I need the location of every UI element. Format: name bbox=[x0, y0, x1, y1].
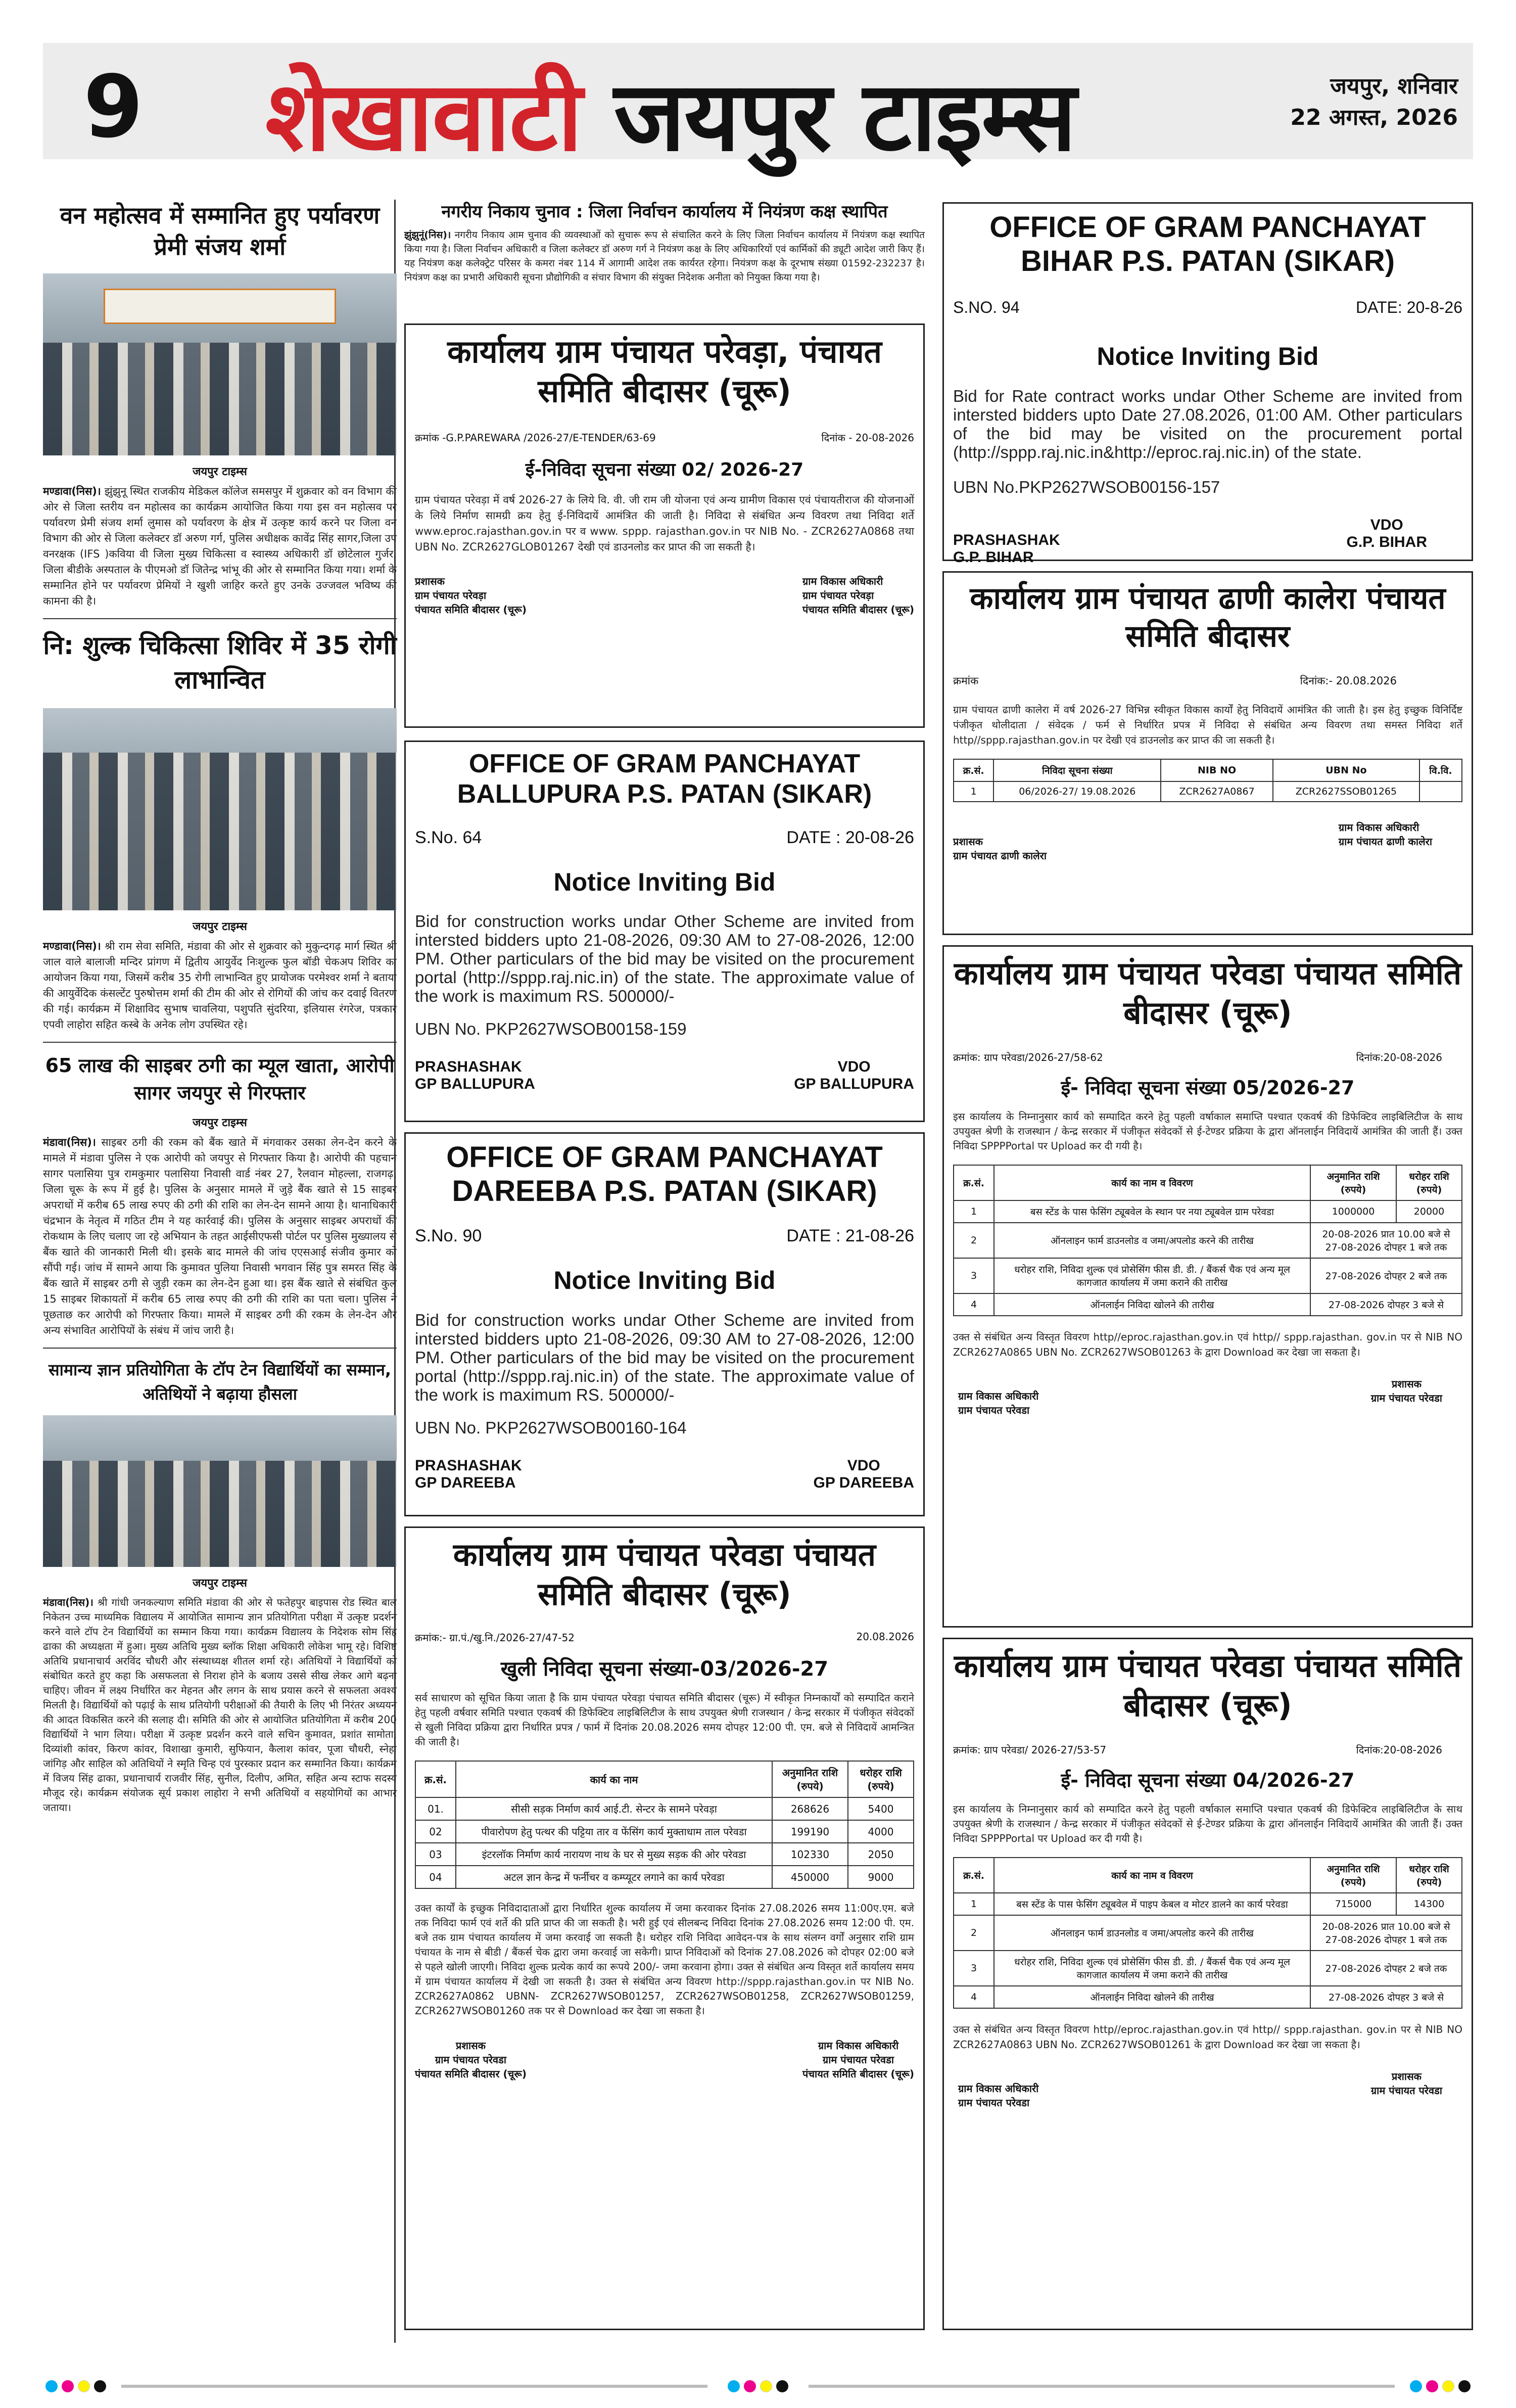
signature-line: GP BALLUPURA bbox=[415, 1076, 535, 1093]
story2-text: श्री राम सेवा समिति, मंडावा की ओर से शुक्रवार को मुकुन्दगढ़ मार्ग स्थित श्री जाल वाले बालाजी मन्दिर प्रांगण में द्वितीय आयुर्वेद निःशुल्क फुल बॉडी चेकअप शिविर का आयोजन किया गया, जिसमें करीब 35 रोगी लाभान्वित हुए प्रायोजक परमेश्वर शर्मा ने बताया की आयुर्वेदिक कंसल्टेंट पुरुषोत्तम शर्मा की टीम की ओर से रोगियों की जांच कर दवाई वितरण की गई। कार्यक्रम में शिक्षाविद सुभाष चावलिया, पशुपति सुंदरिया, इलियास रंगरेज, पत्रकार एपवी लाहोरा सहित कस्बे के अनेक लोग उपस्थित रहे। bbox=[43, 940, 397, 1031]
table-cell: 5400 bbox=[848, 1797, 914, 1820]
notice-sno: S.No. 90 bbox=[415, 1226, 482, 1246]
story3-body bbox=[43, 1135, 397, 1338]
notice-date: 20.08.2026 bbox=[856, 1631, 914, 1643]
notice-sno: S.No. 64 bbox=[415, 827, 482, 847]
signature-line: ग्राम पंचायत ढाणी कालेरा bbox=[1338, 836, 1432, 848]
notice-parewara-03 bbox=[404, 1526, 925, 2330]
notice-dareeba bbox=[404, 1132, 925, 1516]
table-row bbox=[415, 1820, 914, 1843]
page-number: 9 bbox=[83, 57, 144, 157]
table-row bbox=[954, 1258, 1462, 1293]
signature-left bbox=[953, 820, 1047, 863]
story1-text: झुंझुनू स्थित राजकीय मेडिकल कॉलेज समसपुर में शुक्रवार को वन विभाग की ओर से जिला स्तरीय वन महोत्सव का कार्यक्रम आयोजित किया गया इस वन महोत्सव पर पर्यावरण प्रेमी संजय शर्मा लुमास को पर्यावरण के क्षेत्र में उत्कृष्ट कार्य करने पर जिला वन विभाग की ओर से जिला कलेक्टर डॉ अरुण गर्ग, पुलिस अधीक्षक कावेंद्र सिंह सागर,जिला उप वनरक्षक (IFS )कविया वी जिला मुख्य चिकित्सा व स्वास्थ्य अधिकारी डॉ छोटेलाल गुर्जर, जिला बीडीके अस्पताल के पीएमओ डॉ जितेन्द्र भांभू की ओर से सम्मानित किया गया। शर्मा के सम्मानित होने पर पर्यावरण प्रेमियों ने खुशी जाहिर करते हुए उनके उज्जवल भविष्य की कामना की है। bbox=[43, 485, 397, 607]
table-cell: 20-08-2026 प्रात 10.00 बजे से 27-08-2026 दोपहर 1 बजे तक bbox=[1310, 1915, 1462, 1951]
notice-intro: इस कार्यालय के निम्नानुसार कार्य को सम्पादित करने हेतु पहली वर्षाकाल समाप्ति पश्चात एकवर्ष की डिफेक्टिव लाइबिलिटीज के साथ उपयुक्त श्रेणी के राजस्थान / केन्द्र सरकार में पंजीकृत संवेदकों से ई-टेण्डर प्रक्रिया के द्वारा ऑनलाईन निविदायें आमंत्रित की जाती हैं। उक्त निविदा SPPPPortal पर Upload कर दी गयी है। bbox=[953, 1802, 1462, 1844]
cyan-dot-icon bbox=[1410, 2380, 1422, 2392]
signature-right bbox=[1371, 2069, 1442, 2110]
notice-body: ग्राम पंचायत परेवड़ा में वर्ष 2026-27 के लिये वि. वी. जी राम जी योजना एवं अन्य ग्रामीण विकास एवं पंचायतीराज की योजनाओं के लिये निर्माण सामग्री क्रय हेतु ई-निविदायें आमंत्रित की जाती है। निविदा से संबंधित अन्य विवरण तथा निविदा शर्ते www.eproc.rajasthan.gov.in पर व www. sppp. rajasthan.gov.in पर NIB No. - ZCR2627A0868 तथा UBN No. ZCR2627GLOB01267 देखी एवं डाउनलोड कर प्राप्त की जा सकती है। bbox=[415, 494, 914, 553]
signature-right bbox=[1371, 1377, 1442, 1417]
table-cell: ऑनलाइन फार्म डाउनलोड व जमा/अपलोड करने की तारीख bbox=[994, 1915, 1310, 1951]
notice-heading: Notice Inviting Bid bbox=[553, 867, 776, 896]
story4-dateline: मंडावा(निस)। bbox=[43, 1596, 93, 1608]
photo-people bbox=[43, 1461, 397, 1567]
notice-ref: क्रमांक:- ग्रा.पं./खु.नि./2026-27/47-52 bbox=[415, 1632, 575, 1644]
notice-title: कार्यालय ग्राम पंचायत परेवड़ा, पंचायत समिति बीदासर (चूरू) bbox=[447, 333, 882, 409]
notice-body: Bid for construction works undar Other Scheme are invited from intersted bidders upto 21-08-2026, 09:30 AM to 27-08-2026, 12:00 PM. Other particulars of the bid may be visited on the procurement portal (http://sppp.raj.nic.in) of the state. The approximate value of the work is maximum RS. 500000/- bbox=[415, 1310, 914, 1404]
table-cell: इंटरलॉक निर्माण कार्य नारायण नाथ के घर से मुख्य सड़क की ओर परेवडा bbox=[456, 1843, 772, 1866]
notice-date: DATE: 20-8-26 bbox=[1355, 298, 1462, 317]
col-header: कार्य का नाम व विवरण bbox=[994, 1858, 1310, 1893]
notice-ref-row bbox=[953, 298, 1462, 317]
signature-line: प्रशासक bbox=[953, 836, 983, 848]
signature-right bbox=[814, 1457, 914, 1492]
signature-line: G.P. BIHAR bbox=[1346, 533, 1427, 550]
col-header: UBN No bbox=[1273, 759, 1419, 781]
signature-line: G.P. BIHAR bbox=[953, 548, 1034, 566]
title-red-part: शेखावाटी bbox=[265, 61, 582, 172]
notice-bihar bbox=[942, 202, 1473, 566]
magenta-dot-icon bbox=[1426, 2380, 1438, 2392]
signature-line: ग्राम पंचायत परेवडा bbox=[822, 2054, 894, 2066]
col-header: क्र.सं. bbox=[954, 1165, 994, 1200]
table-cell: बस स्टेंड के पास फेसिंग ट्यूबवेल के स्थान पर नया ट्यूबवेल ग्राम परेवडा bbox=[994, 1200, 1310, 1223]
signature-line: GP DAREEBA bbox=[415, 1474, 516, 1491]
notice-number: खुली निविदा सूचना संख्या-03/2026-27 bbox=[500, 1657, 829, 1681]
issue-date-line1: जयपुर, शनिवार bbox=[1330, 73, 1458, 99]
works-table bbox=[953, 1857, 1462, 2009]
table-cell: 199190 bbox=[772, 1820, 848, 1843]
signature-line: पंचायत समिति बीदासर (चूरू) bbox=[802, 604, 914, 616]
signature-right bbox=[794, 1058, 914, 1093]
title-black-part: जयपुर टाइम्स bbox=[613, 61, 1076, 172]
yellow-dot-icon bbox=[78, 2380, 90, 2392]
signature-left bbox=[415, 1058, 535, 1093]
table-cell: 2 bbox=[954, 1915, 994, 1951]
notice-title: कार्यालय ग्राम पंचायत परेवडा पंचायत समिति बीदासर (चूरू) bbox=[954, 955, 1462, 1031]
signature-line: PRASHASHAK bbox=[415, 1457, 522, 1474]
black-dot-icon bbox=[776, 2380, 788, 2392]
story4-text: श्री गांधी जनकल्याण समिति मंडावा की ओर से फतेहपुर बाइपास रोड स्थित बाल निकेतन उच्च माध्यमिक विद्यालय में आयोजित सामान्य ज्ञान प्रतियोगिता परीक्षा में उत्कृष्ट प्रदर्शन करने वाले टॉप टेन विद्यार्थियों का सम्मान किया गया। कार्यक्रम विद्यालय के निदेशक सोम सिंह ढाका की अध्यक्षता में हुआ। मुख्य अतिथि मुख्य ब्लॉक शिक्षा अधिकारी लोकेश भामू रहे। विशिष्ट अतिथि प्रधानाचार्य अरविंद चौधरी और संस्थाध्यक्ष शीतल शर्मा रहे। अतिथियों ने विद्यार्थियों को संबोधित करते हुए कहा कि असफलता से निराश होने के बजाय उससे सीख लेकर आगे बढ़ना चाहिए। जीवन में लक्ष्य निर्धारित कर मेहनत और लगन के साथ प्रयास करने से सफलता अवश्य मिलती है। विद्यार्थियों को पढ़ाई के साथ प्रतियोगी परीक्षाओं की तैयारी के लिए भी निरंतर अध्ययन की आदत विकसित करने की सलाह दी। समिति की ओर से आयोजित प्रतियोगिता में करीब 200 विद्यार्थियों ने भाग लिया। परीक्षा में उत्कृष्ट प्रदर्शन करने वाले सचिन कुमावत, प्रशांत सामोता, दिव्यांशी कांवर, किरण कांवर, विशाखा कुमारी, सुफियान, कैलाश कांवर, पूजा चौधरी, स्नेहा जांगिड़ और साहिल को अतिथियों ने स्मृति चिन्ह एवं पुरस्कार प्रदान कर सम्मानित किया। कार्यक्रम में विजय सिंह ढाका, प्रधानाचार्य राजवीर सिंह, सुनील, दिलीप, अमित, सहित अन्य स्टाफ सदस्य मौजूद रहे। कार्यक्रम संयोजक सूर्य प्रकाश लाहोरा ने सभी अतिथियों व सहयोगियों का आभार जताया। bbox=[43, 1596, 397, 1814]
table-cell: 06/2026-27/ 19.08.2026 bbox=[993, 781, 1161, 802]
table-cell: 02 bbox=[415, 1820, 456, 1843]
signature-line: ग्राम पंचायत परेवडा bbox=[958, 2096, 1030, 2109]
signature-left bbox=[958, 2069, 1038, 2110]
notice-ref-row bbox=[953, 1050, 1462, 1064]
story1-dateline: मण्डावा(निस)। bbox=[43, 485, 101, 497]
signature-line: पंचायत समिति बीदासर (चूरू) bbox=[415, 604, 527, 616]
signature-line: प्रशासक bbox=[1391, 1377, 1422, 1390]
notice-dhani-kalera bbox=[942, 571, 1473, 935]
notice-parewara-04 bbox=[942, 1638, 1473, 2330]
notice-date: दिनांक - 20-08-2026 bbox=[821, 432, 914, 444]
control-room-headline: नगरीय निकाय चुनाव : जिला निर्वाचन कार्यालय में नियंत्रण कक्ष स्थापित bbox=[441, 202, 888, 222]
notice-ref-row bbox=[953, 674, 1462, 688]
signature-line: पंचायत समिति बीदासर (चूरू) bbox=[802, 2068, 914, 2080]
col-header: अनुमानित राशि (रुपये) bbox=[772, 1761, 848, 1797]
table-row bbox=[954, 1200, 1462, 1223]
notice-body: Bid for construction works undar Other Scheme are invited from intersted bidders upto 21-08-2026, 09:30 AM to 27-08-2026, 12:00 PM. Other particulars of the bid may be visited on the procurement portal (http://sppp.raj.nic.in) of the state. The approximate value of the work is maximum RS. 500000/- bbox=[415, 912, 914, 1006]
notice-signatures bbox=[953, 517, 1462, 566]
signature-line: प्रशासक bbox=[455, 2040, 486, 2052]
signature-right bbox=[802, 574, 914, 617]
notice-date: दिनांक:20-08-2026 bbox=[1356, 1744, 1442, 1756]
notice-body: ग्राम पंचायत ढाणी कालेरा में वर्ष 2026-27 विभिन्न स्वीकृत विकास कार्यों हेतु निविदायें आमंत्रित की जाती है। इस हेतु इच्छुक विनिर्दिष्ट पंजीकृत थोलीदाता / संवेदक / फर्म से निर्धारित प्रपत्र में निविदा से संबंधित अन्य विवरण तथा समस्त निविदा शर्ते http//sppp.rajasthan.gov.in पर देखी एवं डाउनलोड कर प्राप्त की जा सकती है। bbox=[953, 704, 1462, 746]
table-cell: ZCR2627A0867 bbox=[1161, 781, 1273, 802]
notice-date: दिनांक:- 20.08.2026 bbox=[1300, 675, 1397, 687]
notice-number: ई-निविदा सूचना संख्या 02/ 2026-27 bbox=[525, 459, 804, 480]
notice-date: दिनांक:20-08-2026 bbox=[1356, 1051, 1442, 1063]
story1-body bbox=[43, 484, 397, 609]
notice-ref-row bbox=[415, 828, 914, 848]
notice-signatures bbox=[415, 1058, 914, 1093]
col-header: अनुमानित राशि (रुपये) bbox=[1310, 1165, 1396, 1200]
table-cell: 14300 bbox=[1396, 1893, 1462, 1915]
col-header: क्र.सं. bbox=[954, 759, 993, 781]
story2-dateline: मण्डावा(निस)। bbox=[43, 940, 101, 952]
signature-line: ग्राम पंचायत ढाणी कालेरा bbox=[953, 850, 1047, 862]
signature-line: PRASHASHAK bbox=[415, 1058, 522, 1076]
table-row bbox=[954, 1986, 1462, 2008]
signature-line: PRASHASHAK bbox=[953, 531, 1060, 548]
works-table bbox=[953, 1165, 1462, 1316]
table-row bbox=[415, 1797, 914, 1820]
table-row bbox=[954, 781, 1462, 802]
notice-title: कार्यालय ग्राम पंचायत परेवडा पंचायत समिति बीदासर (चूरू) bbox=[954, 1647, 1462, 1724]
signature-line: VDO bbox=[847, 1457, 880, 1474]
table-cell: 1 bbox=[954, 781, 993, 802]
table-header-row bbox=[954, 759, 1462, 781]
control-room-text: नगरीय निकाय आम चुनाव की व्यवस्थाओं को सुचारू रूप से संचालित करने के लिए जिला निर्वाचन कार्यालय में नियंत्रण कक्ष स्थापित किया गया है। जिला निर्वाचन अधिकारी व जिला कलेक्टर डॉ अरुण गर्ग ने नियंत्रण कक्ष के लिए अधिकारियों एवं कार्मिकों की ड्यूटी आदेश जारी किए हैं। यह नियंत्रण कक्ष कलेक्ट्रेट परिसर के कमरा नंबर 114 में आगामी आदेश तक कार्यरत रहेगा। नियंत्रण कक्ष के दूरभाष संख्या 01592-232237 है। नियंत्रण कक्ष का प्रभारी अधिकारी सूचना प्रौद्योगिकी व संचार विभाग की संयुक्त निदेशक अनीता को नियुक्त किया गया है। bbox=[404, 229, 925, 283]
signature-line: ग्राम पंचायत परेवडा bbox=[1370, 1392, 1442, 1404]
notice-signatures bbox=[415, 2039, 914, 2081]
story2-photo bbox=[43, 708, 397, 910]
signature-line: ग्राम पंचायत परेवडा bbox=[958, 1404, 1030, 1416]
photo-people bbox=[43, 753, 397, 910]
notice-title: कार्यालय ग्राम पंचायत ढाणी कालेरा पंचायत समिति बीदासर bbox=[970, 581, 1446, 654]
notice-number: ई- निविदा सूचना संख्या 05/2026-27 bbox=[1061, 1077, 1355, 1099]
table-row bbox=[415, 1843, 914, 1866]
table-row bbox=[954, 1951, 1462, 1986]
col-header: कार्य का नाम व विवरण bbox=[994, 1165, 1310, 1200]
table-header-row bbox=[954, 1858, 1462, 1893]
table-cell: 04 bbox=[415, 1866, 456, 1888]
table-cell: ऑनलाईन निविदा खोलने की तारीख bbox=[994, 1986, 1310, 2008]
table-cell: 4 bbox=[954, 1986, 994, 2008]
notice-ref: क्रमांक: ग्राप परेवडा/ 2026-27/53-57 bbox=[953, 1744, 1107, 1756]
notice-ref-row bbox=[953, 1743, 1462, 1756]
table-row bbox=[954, 1893, 1462, 1915]
nib-table bbox=[953, 759, 1462, 802]
signature-line: GP DAREEBA bbox=[813, 1474, 914, 1491]
registration-line bbox=[809, 2385, 1395, 2388]
signature-line: ग्राम विकास अधिकारी bbox=[1338, 821, 1419, 833]
divider bbox=[43, 618, 397, 619]
notice-ref: क्रमांक: ग्राप परेवडा/2026-27/58-62 bbox=[953, 1051, 1103, 1063]
table-cell: 1000000 bbox=[1310, 1200, 1396, 1223]
table-cell: ऑनलाईन निविदा खोलने की तारीख bbox=[994, 1293, 1310, 1316]
table-cell: धरोहर राशि, निविदा शुल्क एवं प्रोसेसिंग फीस डी. डी. / बैंकर्स चैक एवं अन्य मूल कागजात कार्यालय में जमा कराने की तारीख bbox=[994, 1951, 1310, 1986]
notice-ref-row bbox=[415, 1226, 914, 1246]
signature-line: ग्राम विकास अधिकारी bbox=[958, 2082, 1039, 2095]
table-cell: 27-08-2026 दोपहर 2 बजे तक bbox=[1310, 1258, 1462, 1293]
notice-title: OFFICE OF GRAM PANCHAYAT BIHAR P.S. PATAN (SIKAR) bbox=[989, 211, 1426, 277]
table-cell: 9000 bbox=[848, 1866, 914, 1888]
table-header-row bbox=[954, 1165, 1462, 1200]
notice-ref: क्रमांक -G.P.PAREWARA /2026-27/E-TENDER/63-69 bbox=[415, 432, 656, 444]
col-header: क्र.सं. bbox=[954, 1858, 994, 1893]
signature-line: GP BALLUPURA bbox=[794, 1076, 914, 1093]
table-cell: 01. bbox=[415, 1797, 456, 1820]
notice-ref-row bbox=[415, 1631, 914, 1644]
signature-line: ग्राम पंचायत परेवड़ा bbox=[802, 589, 874, 601]
yellow-dot-icon bbox=[1442, 2380, 1454, 2392]
table-cell: ऑनलाइन फार्म डाउनलोड व जमा/अपलोड करने की तारीख bbox=[994, 1223, 1310, 1258]
issue-date-line2: 22 अगस्त, 2026 bbox=[1290, 105, 1458, 130]
notice-number: ई- निविदा सूचना संख्या 04/2026-27 bbox=[1061, 1769, 1355, 1791]
story4-headline: सामान्य ज्ञान प्रतियोगिता के टॉप टेन विद्यार्थियों का सम्मान, अतिथियों ने बढ़ाया हौसला bbox=[48, 1360, 392, 1404]
photo-banner bbox=[104, 289, 336, 324]
table-cell: 27-08-2026 दोपहर 3 बजे से bbox=[1310, 1986, 1462, 2008]
table-cell: 715000 bbox=[1310, 1893, 1396, 1915]
cyan-dot-icon bbox=[728, 2380, 740, 2392]
notice-title: कार्यालय ग्राम पंचायत परेवडा पंचायत समिति बीदासर (चूरू) bbox=[453, 1536, 876, 1612]
signature-line: ग्राम विकास अधिकारी bbox=[958, 1390, 1039, 1402]
notice-ref-row bbox=[415, 431, 914, 444]
signature-left bbox=[415, 574, 527, 617]
col-header: अनुमानित राशि (रुपये) bbox=[1310, 1858, 1396, 1893]
table-header-row bbox=[415, 1761, 914, 1797]
notice-ubn: UBN No. PKP2627WSOB00158-159 bbox=[415, 1020, 687, 1039]
table-cell: धरोहर राशि, निविदा शुल्क एवं प्रोसेसिंग फीस डी. डी. / बैंकर्स चैक एवं अन्य मूल कागजात कार्यालय में जमा कराने की तारीख bbox=[994, 1258, 1310, 1293]
table-row bbox=[954, 1915, 1462, 1951]
notice-outro: उक्त से संबंधित अन्य विस्तृत विवरण http//eproc.rajasthan.gov.in एवं http// sppp.rajasthan. gov.in पर से NIB NO ZCR2627A0863 UBN No. ZCR2627WSOB01261 के द्वारा Download कर देखा जा सकता है। bbox=[953, 2023, 1462, 2051]
story4-body bbox=[43, 1595, 397, 1815]
black-dot-icon bbox=[94, 2380, 106, 2392]
story1-headline: वन महोत्सव में सम्मानित हुए पर्यावरण प्रेमी संजय शर्मा bbox=[60, 202, 380, 260]
col-header: कार्य का नाम bbox=[456, 1761, 772, 1797]
notice-ubn: UBN No.PKP2627WSOB00156-157 bbox=[953, 477, 1220, 496]
signature-line: ग्राम विकास अधिकारी bbox=[818, 2040, 899, 2052]
notice-ballupura bbox=[404, 740, 925, 1122]
col-header: NIB NO bbox=[1161, 759, 1273, 781]
story1-credit: जयपुर टाइम्स bbox=[193, 466, 247, 478]
registration-line bbox=[121, 2385, 707, 2388]
magenta-dot-icon bbox=[62, 2380, 74, 2392]
story3-text: साइबर ठगी की रकम को बैंक खाते में मंगवाकर उसका लेन-देन करने के मामले में मंडावा पुलिस ने एक आरोपी को जयपुर से गिरफ्तार किया है। आरोपी की पहचान सागर पलासिया पुत्र रामकुमार पलासिया निवासी वार्ड नंबर 27, रैलवान मोहल्ला, राजगढ़, जिला चूरू के रूप में हुई है। पुलिस के अनुसार मामले में जुड़े बैंक खाते से 15 साइबर अपराधों में करीब 65 लाख रुपए की ठगी की राशि का लेन-देन सामने आया है। थानाधिकारी चंद्रभान के नेतृत्व में गठित टीम ने यह कार्रवाई की। पुलिस के अनुसार साइबर अपराधों की रोकथाम के लिए चलाए जा रहे अभियान के तहत आईसीएफसी पोर्टल पर पुलिस मुख्यालय से बैंक खाते की जानकारी मिली थी। इसके बाद मामले की जांच एएसआई संजीव कुमार को सौंपी गई। जांच में सामने आया कि कुमावत पुलिया निवासी भगवान सिंह पुत्र समरत सिंह के बैंक खाते में साइबर ठगी से जुड़ी रकम का लेन-देन हुआ था। इस बैंक खाते से संबंधित कुल 15 साइबर शिकायतों में करीब 65 लाख रुपए की ठगी की राशि का पता चला। पुलिस ने पूछताछ कर आरोपी को गिरफ्तार किया। मामले में साइबर ठगी की रकम के लेन-देन और अन्य संभावित आरोपियों के संबंध में जांच जारी है। bbox=[43, 1136, 397, 1336]
table-cell: 20000 bbox=[1396, 1200, 1462, 1223]
control-room-body bbox=[404, 228, 925, 285]
divider bbox=[43, 1042, 397, 1043]
notice-signatures bbox=[953, 820, 1462, 863]
col-header: धरोहर राशि (रुपये) bbox=[848, 1761, 914, 1797]
table-cell: पीवारोपण हेतु पत्थर की पट्टिया तार व फेंसिंग कार्य मुक्ताधाम ताल परेवडा bbox=[456, 1820, 772, 1843]
signature-line: VDO bbox=[837, 1058, 871, 1076]
notice-intro: इस कार्यालय के निम्नानुसार कार्य को सम्पादित करने हेतु पहली वर्षाकाल समाप्ति पश्चात एकवर्ष की डिफेक्टिव लाइबिलिटीज के साथ उपयुक्त श्रेणी के राजस्थान / केन्द्र सरकार में पंजीकृत संवेदकों से ई-टेण्डर प्रक्रिया के द्वारा ऑनलाईन निविदायें आमंत्रित की जाती हैं। उक्त निविदा SPPPPortal पर Upload कर दी गयी है। bbox=[953, 1110, 1462, 1152]
story3-dateline: मंडावा(निस)। bbox=[43, 1136, 96, 1148]
notice-signatures bbox=[415, 1457, 914, 1492]
col-header: वि.वि. bbox=[1419, 759, 1462, 781]
cyan-dot-icon bbox=[45, 2380, 58, 2392]
col-header: क्र.सं. bbox=[415, 1761, 456, 1797]
notice-body: Bid for Rate contract works undar Other Scheme are invited from intersted bidders upto Date 27.08.2026, 01:00 AM. Other particulars of the bid may be visited on the procurement portal (http://sppp.raj.nic.in&http://eproc.raj.nic.in) of the state. bbox=[953, 386, 1462, 461]
table-cell: 450000 bbox=[772, 1866, 848, 1888]
story4-photo bbox=[43, 1415, 397, 1567]
signature-line: प्रशासक bbox=[415, 575, 445, 587]
col-header: निविदा सूचना संख्या bbox=[993, 759, 1161, 781]
notice-parewara-05 bbox=[942, 945, 1473, 1628]
masthead bbox=[43, 43, 1473, 172]
works-table bbox=[415, 1761, 914, 1889]
signature-left bbox=[415, 2039, 527, 2081]
black-dot-icon bbox=[1458, 2380, 1471, 2392]
table-cell: बस स्टेंड के पास फेसिंग ट्यूबवेल में पाइप केबल व मोटर डालने का कार्य परेवडा bbox=[994, 1893, 1310, 1915]
table-cell: 03 bbox=[415, 1843, 456, 1866]
table-cell: 3 bbox=[954, 1258, 994, 1293]
table-cell: 4 bbox=[954, 1293, 994, 1316]
story3-headline: 65 लाख की साइबर ठगी का म्यूल खाता, आरोपी सागर जयपुर से गिरफ्तार bbox=[45, 1054, 395, 1104]
print-registration-bar bbox=[0, 2376, 1516, 2396]
signature-right bbox=[1347, 517, 1427, 566]
story1-photo bbox=[43, 273, 397, 455]
col-header: धरोहर राशि (रुपये) bbox=[1396, 1165, 1462, 1200]
col-header: धरोहर राशि (रुपये) bbox=[1396, 1858, 1462, 1893]
notice-intro: सर्व साधारण को सूचित किया जाता है कि ग्राम पंचायत परेवड़ा पंचायत समिति बीदासर (चूरू) में स्वीकृत निम्नकार्यों को सम्पादित कराने हेतु पहली वर्षवार समिति पश्चात एकवर्ष की डिफेक्टिव लाइबिलिटीज के साथ उपयुक्त श्रेणी राजस्थान / केन्द्र सरकार में पंजीकृत संवेदकों से खुली निविदा प्रक्रिया द्वारा निर्धारित प्रपत्र / फार्म में दिनांक 20.08.2026 समय दोपहर 12:00 पी. एम. बजे से निविदायें आमन्त्रित की जाती है। bbox=[415, 1692, 914, 1748]
table-cell: 20-08-2026 प्रात 10.00 बजे से 27-08-2026 दोपहर 1 बजे तक bbox=[1310, 1223, 1462, 1258]
story2-credit: जयपुर टाइम्स bbox=[193, 920, 247, 933]
notice-sno: S.NO. 94 bbox=[953, 298, 1020, 317]
table-row bbox=[415, 1866, 914, 1888]
story4-credit: जयपुर टाइम्स bbox=[193, 1577, 247, 1590]
table-cell: 3 bbox=[954, 1951, 994, 1986]
signature-line: ग्राम विकास अधिकारी bbox=[802, 575, 883, 587]
notice-parewara-02 bbox=[404, 323, 925, 728]
table-row bbox=[954, 1223, 1462, 1258]
table-cell bbox=[1419, 781, 1462, 802]
table-cell: ZCR2627SSOB01265 bbox=[1273, 781, 1419, 802]
table-cell: 27-08-2026 दोपहर 3 बजे से bbox=[1310, 1293, 1462, 1316]
notice-signatures bbox=[953, 1377, 1462, 1417]
newspaper-title bbox=[265, 47, 1075, 178]
notice-outro: उक्त से संबंधित अन्य विस्तृत विवरण http//eproc.rajasthan.gov.in एवं http// sppp.rajasthan. gov.in पर से NIB NO ZCR2627A0865 UBN No. ZCR2627WSOB01263 के द्वारा Download कर देखा जा सकता है। bbox=[953, 1330, 1462, 1358]
signature-left bbox=[953, 517, 1060, 566]
table-row bbox=[954, 1293, 1462, 1316]
notice-ubn: UBN No. PKP2627WSOB00160-164 bbox=[415, 1418, 687, 1437]
notice-heading: Notice Inviting Bid bbox=[1097, 342, 1319, 371]
story3-credit: जयपुर टाइम्स bbox=[193, 1117, 247, 1129]
divider bbox=[43, 1348, 397, 1349]
signature-line: पंचायत समिति बीदासर (चूरू) bbox=[415, 2068, 527, 2080]
notice-signatures bbox=[953, 2069, 1462, 2110]
signature-right bbox=[802, 2039, 914, 2081]
table-cell: 1 bbox=[954, 1893, 994, 1915]
story2-body bbox=[43, 939, 397, 1033]
signature-line: ग्राम पंचायत परेवड़ा bbox=[415, 589, 487, 601]
left-column bbox=[43, 200, 397, 1815]
signature-line: ग्राम पंचायत परेवडा bbox=[1370, 2084, 1442, 2097]
table-cell: 4000 bbox=[848, 1820, 914, 1843]
notice-date: DATE : 20-08-26 bbox=[786, 827, 914, 847]
notice-title: OFFICE OF GRAM PANCHAYAT DAREEBA P.S. PATAN (SIKAR) bbox=[446, 1141, 883, 1208]
notice-date: DATE : 21-08-26 bbox=[786, 1226, 914, 1246]
notice-title: OFFICE OF GRAM PANCHAYAT BALLUPURA P.S. PATAN (SIKAR) bbox=[457, 749, 872, 809]
table-cell: 27-08-2026 दोपहर 2 बजे तक bbox=[1310, 1951, 1462, 1986]
table-cell: 1 bbox=[954, 1200, 994, 1223]
notice-outro: उक्त कार्यों के इच्छुक निविदादाताओं द्वारा निर्धारित शुल्क कार्यालय में जमा करवाकर दिनांक 27.08.2026 समय 11:00ए.एम. बजे तक निविदा फार्म एवं शर्ते की प्रति प्राप्त की जा सकती है। भरी हुई एवं सीलबन्द निविदा दिनांक 27.08.2026 समय 12:00 पी. एम. बजे तक ग्राम पंचायत कार्यालय में जमा करवाई जा सकती है। धरोहर राशि निविदा आवेदन-पत्र के साथ संलग्न वर्गों अनुसार राशि ग्राम पंचायत के नाम से बीडी / बैंकर्स चेक द्वारा जमा करवाई जा सकेगी। प्राप्त निविदाओं को दिनांक 27.08.2026 को दोपहर 02:00 बजे से पहले खोली जाएगी। निविदा शुल्क प्रत्येक कार्य का रूपये 200/- जमा करवाना होगा। उक्त से संबंधित अन्य विस्तृत शर्ते कार्यालय समय में ग्राम पंचायत कार्यालय में देखी जा सकती है। उक्त से संबंधित अन्य विवरण http://sppp.rajasthan.gov.in पर NIB No. ZCR2627A0862 UBNN- ZCR2627WSOB01257, ZCR2627WSOB01258, ZCR2627WSOB01259, ZCR2627WSOB01260 तक पर से Download कर देखा जा सकता है। bbox=[415, 1902, 914, 2017]
signature-line: प्रशासक bbox=[1391, 2070, 1422, 2082]
control-room-news bbox=[404, 200, 925, 285]
yellow-dot-icon bbox=[760, 2380, 772, 2392]
signature-left bbox=[958, 1377, 1038, 1417]
table-cell: 2050 bbox=[848, 1843, 914, 1866]
magenta-dot-icon bbox=[744, 2380, 756, 2392]
control-room-dateline: झुंझुनूं(निस)। bbox=[404, 229, 451, 241]
signature-right bbox=[1339, 820, 1432, 863]
table-cell: 268626 bbox=[772, 1797, 848, 1820]
notice-ref: क्रमांक bbox=[953, 675, 979, 687]
photo-people bbox=[43, 343, 397, 455]
signature-left bbox=[415, 1457, 522, 1492]
signature-line: ग्राम पंचायत परेवडा bbox=[435, 2054, 507, 2066]
notice-heading: Notice Inviting Bid bbox=[553, 1266, 776, 1295]
table-cell: अटल ज्ञान केन्द्र में फर्नीचर व कम्प्यूटर लगाने का कार्य परेवडा bbox=[456, 1866, 772, 1888]
notice-signatures bbox=[415, 574, 914, 617]
table-cell: 102330 bbox=[772, 1843, 848, 1866]
table-cell: सीसी सड़क निर्माण कार्य आई.टी. सेन्टर के सामने परेवड़ा bbox=[456, 1797, 772, 1820]
story2-headline: नि: शुल्क चिकित्सा शिविर में 35 रोगी लाभान्वित bbox=[43, 631, 397, 694]
table-cell: 2 bbox=[954, 1223, 994, 1258]
signature-line: VDO bbox=[1370, 516, 1403, 533]
issue-date bbox=[1290, 71, 1458, 133]
